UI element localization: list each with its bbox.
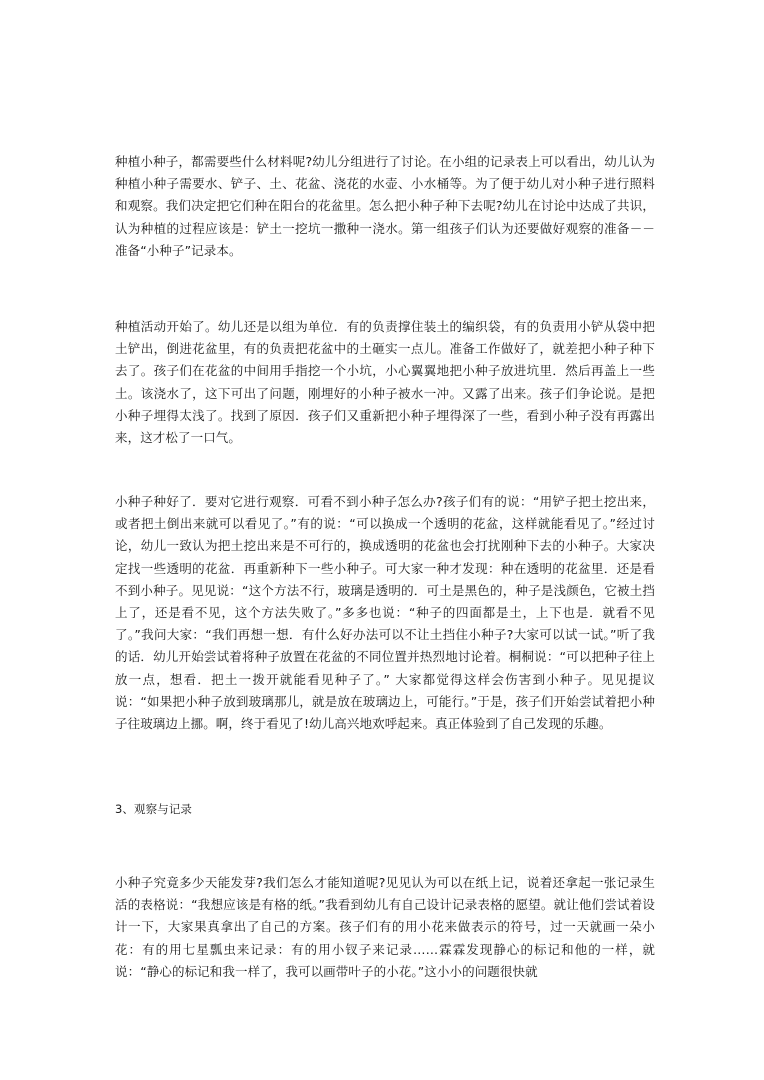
paragraph-planting: 种植活动开始了。幼儿还是以组为单位．有的负责撑住装土的编织袋，有的负责用小铲从袋中把土铲出，倒进花盆里，有的负责把花盆中的土砸实一点儿。准备工作做好了，就差把小种子种下去了。孩子们在花盆的中间用手指挖一个小坑，小心翼翼地把小种子放进坑里．然后再盖上一些土。该浇水了，这下可出了问题，刚埋好的小种子被水一冲。又露了出来。孩子们争论说。是把小种子埋得太浅了。找到了原因．孩子们又重新把小种子埋得深了一些，看到小种子没有再露出来，这才松了一口气。 bbox=[115, 319, 655, 446]
paragraph-observation-problem: 小种子种好了．要对它进行观察．可看不到小种子怎么办?孩子们有的说：“用铲子把土挖出来，或者把土倒出来就可以看见了。”有的说：“可以换成一个透明的花盆，这样就能看见了。”经过讨论，幼儿一致认为把土挖出来是不可行的，换成透明的花盆也会打扰刚种下去的小种子。大家决定找一些透明的花盆．再重新种下一些小种子。可大家一种才发现：种在透明的花盆里．还是看不到小种子。见见说：“这个方法不行，玻璃是透明的．可土是黑色的，种子是浅颜色，它被土挡上了，还是看不见，这个方法失败了。”多多也说：“种子的四面都是土，上下也是．就看不见了。”我问大家：“我们再想一想．有什么好办法可以不让土挡住小种子?大家可以试一试。”听了我的话．幼儿开始尝试着将种子放置在花盆的不同位置并热烈地讨论着。桐桐说：“可以把种子往上放一点，想看．把土一拨开就能看见种子了。” 大家都觉得这样会伤害到小种子。见见提议说：“如果把小种子放到玻璃那儿，就是放在玻璃边上，可能行。”于是，孩子们开始尝试着把小种子往玻璃边上挪。啊，终于看见了!幼儿高兴地欢呼起来。真正体验到了自己发现的乐趣。 bbox=[115, 494, 655, 732]
section-heading-observation-record: 3、观察与记录 bbox=[115, 802, 193, 816]
paragraph-record-keeping: 小种子究竟多少天能发芽?我们怎么才能知道呢?见见认为可以在纸上记，说着还拿起一张记录生活的表格说：“我想应该是有格的纸。”我看到幼儿有自己设计记录表格的愿望。就让他们尝试着设计一下，大家果真拿出了自己的方案。孩子们有的用小花来做表示的符号，过一天就画一朵小花：有的用七星瓢虫来记录：有的用小钗子来记录……霖霖发现静心的标记和他的一样，就说：“静心的标记和我一样了，我可以画带叶子的小花。”这小小的问题很快就 bbox=[115, 875, 655, 979]
paragraph-materials: 种植小种子，都需要些什么材料呢?幼儿分组进行了讨论。在小组的记录表上可以看出，幼儿认为种植小种子需要水、铲子、土、花盆、浇花的水壶、小水桶等。为了便于幼儿对小种子进行照料和观察。我们决定把它们种在阳台的花盆里。怎么把小种子种下去呢?幼儿在讨论中达成了共识，认为种植的过程应该是：铲土一挖坑一撒种一浇水。第一组孩子们认为还要做好观察的准备－－准备“小种子”记录本。 bbox=[115, 154, 655, 258]
